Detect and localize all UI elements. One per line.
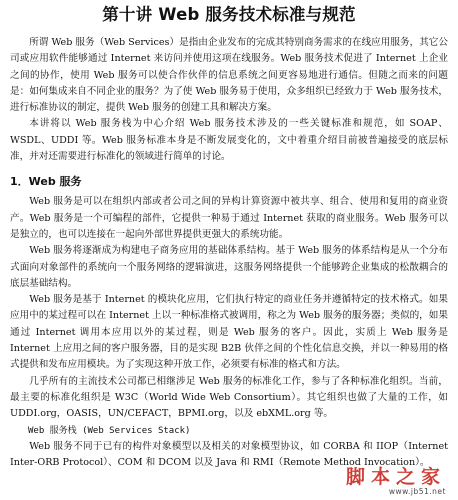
intro-paragraph-1: 所谓 Web 服务（Web Services）是指由企业发布的完成其特别商务需求的在线应用服务，其它公司或应用软件能够通过 Internet 来访问并使用这项在线服务。Web 服务技术促进了 Internet 上企业之间的协作，使用 Web 服务可以使合作伙伴的信息系统之间更容易地进行通信。但随之而来的问题是：如何集成来自不同企业的服务？为了使 Web 服务易于使用，众多组织已经致力于 Web 服务技术，进行标准协议的制定，提供 Web 服务的创建工具和解决方案。 xyxy=(10,37,448,114)
subsection-paragraph: Web 服务不同于已有的构件对象模型以及相关的对象模型协议，如 CORBA 和 IIOP（Internet Inter-ORB Protocol）、COM 和 DCOM 以及 Java 和 RMI（Remote Method Invocation）。 xyxy=(10,440,448,468)
intro-paragraph-2: 本讲将以 Web 服务栈为中心介绍 Web 服务技术涉及的一些关键标准和规范，如 SOAP、WSDL、UDDI 等。Web 服务标准本身是不断发展变化的，文中着重介绍目前被普遍接受的底层标准，并对还需要进行标准化的领域进行简单的讨论。 xyxy=(10,118,448,163)
section1-paragraph-3: Web 服务是基于 Internet 的模块化应用，它们执行特定的商业任务并遵循特定的技术格式。如果应用中的某过程可以在 Internet 上以一种标准格式被调用，称之为 Web 服务的服务器；类似的，如果通过 Internet 调用本应用以外的某过程，则是 Web 服务的客户。因此，实质上 Web 服务是 Internet 上应用之间的客户服务器，目的是实现 B2B 伙伴之间的个性化信息交换，并以一种易用的格式提供和发布应用模块。为了实现这种开放工作，必须要有标准的格式和方法。 xyxy=(10,294,448,371)
subsection-heading-web-services-stack: Web 服务栈 (Web Services Stack) xyxy=(28,425,191,436)
section1-paragraph-4: 几乎所有的主流技术公司都已相继涉足 Web 服务的标准化工作，参与了各种标准化组织。当前，最主要的标准化组织是 W3C（World Wide Web Consortium）。其它组织也做了大量的工作，如 UDDI.org，OASIS，UN/CEFACT，BPMI.org，以及 ebXML.org 等。 xyxy=(10,375,448,420)
section-heading-web-services: 1．Web 服务 xyxy=(10,175,82,189)
section1-paragraph-2: Web 服务将逐渐成为构建电子商务应用的基础体系结构。基于 Web 服务的体系结构是从一个分布式面向对象部件的系统向一个服务网络的逻辑演进，这服务网络提供一个能够跨企业集成的松散耦合的底层基础结构。 xyxy=(10,245,448,289)
section1-paragraph-1: Web 服务是可以在组织内部或者公司之间的异构计算资源中被共享、组合、使用和复用的商业资产。Web 服务是一个可编程的部件，它提供一种易于通过 Internet 获取的商业服务。Web 服务可以是独立的，也可以连接在一起向外部世界提供更强大的系统功能。 xyxy=(10,196,448,240)
watermark-logo-text: 脚本之家 xyxy=(345,466,446,488)
watermark-url: www.jb51.net xyxy=(388,487,446,496)
document-title: 第十讲 Web 服务技术标准与规范 xyxy=(102,5,356,24)
